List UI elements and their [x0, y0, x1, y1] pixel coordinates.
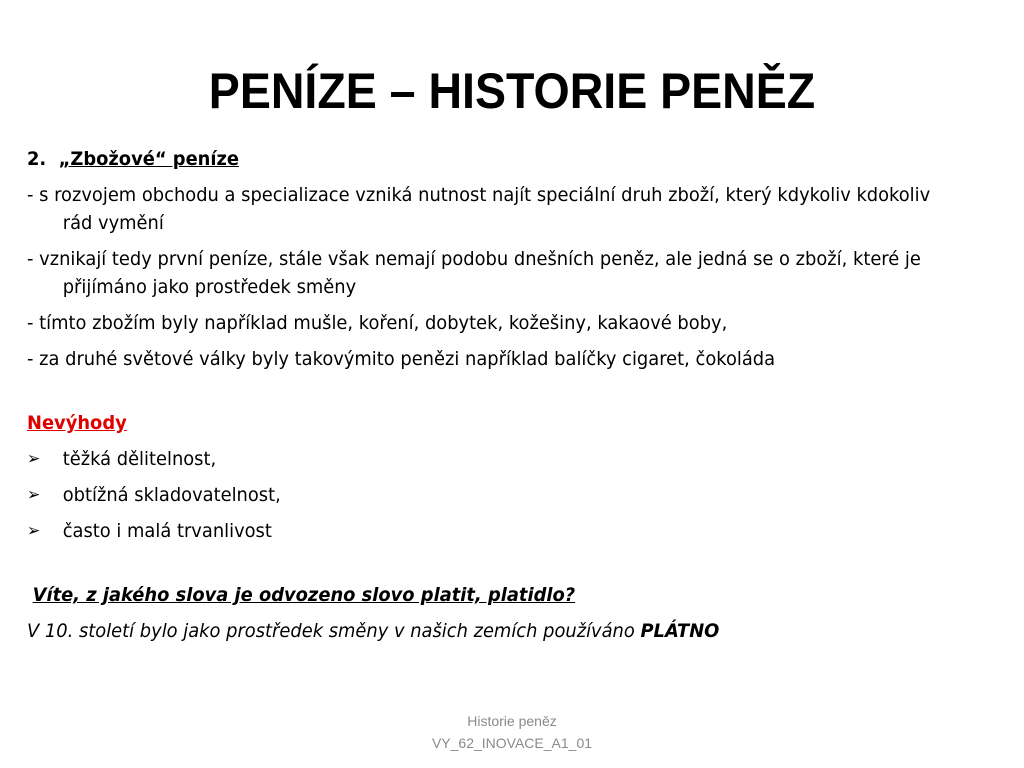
question-text: Víte, z jakého slova je odvozeno slovo platit, platidlo? [32, 584, 576, 606]
paragraph-1: - s rozvojem obchodu a specializace vzniká nutnost najít speciální druh zboží, který kdykoliv kdokoliv rád vymění [27, 184, 931, 234]
answer-text: V 10. století bylo jako prostředek směny v našich zemích používáno [27, 620, 641, 642]
paragraph-2: - vznikají tedy první peníze, stále však nemají podobu dnešních peněz, ale jedná se o zboží, které je přijímáno jako prostředek směny [27, 248, 921, 298]
footer-line-1: Historie peněz [467, 713, 557, 729]
bullet-text: často i malá trvanlivost [62, 520, 272, 542]
slide-footer [0, 710, 1024, 754]
section-title: „Zbožové“ peníze [58, 148, 240, 170]
slide-title: PENÍZE – HISTORIE PENĚZ [208, 63, 816, 119]
paragraph-4: - za druhé světové války byly takovýmito penězi například balíčky cigaret, čokoláda [27, 348, 776, 370]
spacer [27, 381, 948, 409]
paragraph-3: - tímto zbožím byly například mušle, koření, dobytek, kožešiny, kakaové boby, [27, 312, 728, 334]
arrow-bullet-icon: ➢ [27, 449, 41, 469]
arrow-bullet-icon: ➢ [27, 485, 41, 505]
section-number: 2. [27, 148, 47, 170]
bullet-text: obtížná skladovatelnost, [62, 484, 281, 506]
answer-bold: PLÁTNO [640, 620, 720, 642]
answer-line [27, 617, 948, 645]
arrow-bullet-icon: ➢ [27, 521, 41, 541]
disadvantages-label: Nevýhody [27, 412, 127, 434]
spacer [27, 553, 948, 581]
bullet-text: těžká dělitelnost, [62, 448, 217, 470]
slide-content [27, 145, 948, 653]
list-item [27, 517, 948, 545]
list-item [27, 481, 948, 509]
list-item [27, 445, 948, 473]
footer-line-2: VY_62_INOVACE_A1_01 [431, 735, 593, 751]
disadvantages-heading [27, 409, 948, 437]
section-heading [27, 145, 948, 173]
question-line [27, 581, 948, 609]
